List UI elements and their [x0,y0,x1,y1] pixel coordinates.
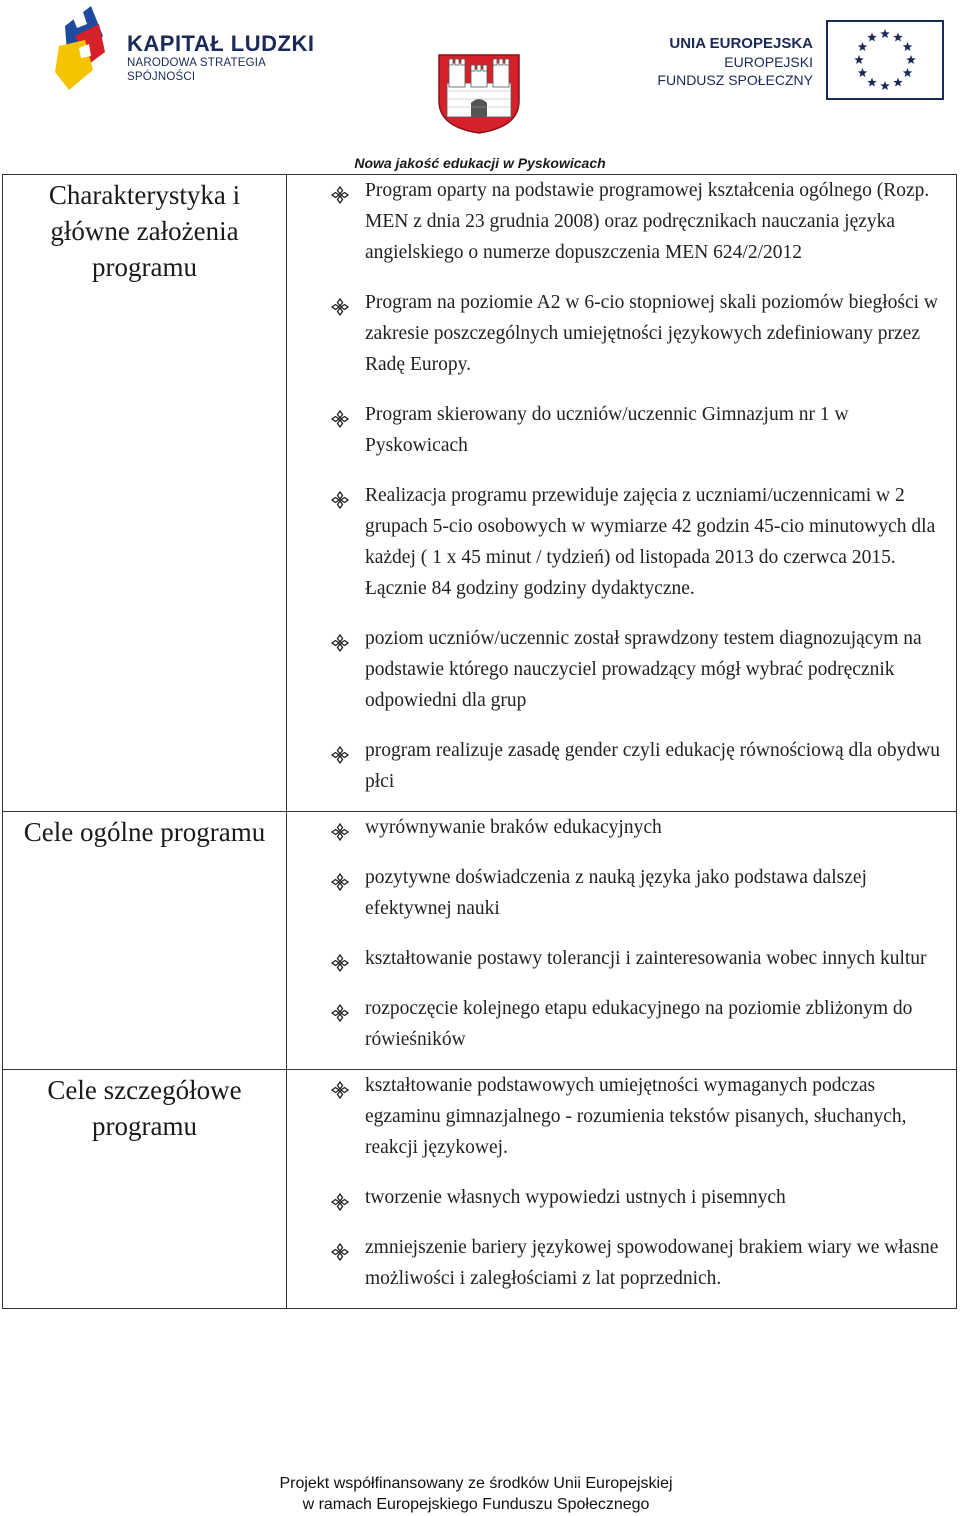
list-item [287,399,946,461]
program-table [2,174,957,1309]
diamond-bullet-icon [331,1190,349,1208]
kapital-title: KAPITAŁ LUDZKI [127,31,315,56]
footer [0,1473,952,1515]
eu-star-icon [903,68,913,77]
pyskowice-crest [437,53,521,135]
eu-star-icon [858,42,868,51]
list-item [287,862,946,924]
tagline: Nowa jakość edukacji w Pyskowicach [354,155,606,171]
footer-line2: w ramach Europejskiego Funduszu Społecznego [302,1496,650,1513]
eu-star-icon [880,29,890,38]
eu-line1: UNIA EUROPEJSKA [669,35,813,52]
list-item-text: Program oparty na podstawie programowej kształcenia ogólnego (Rozp. MEN z dnia 23 grudnia 2008) oraz podręcznikach nauczania języka angielskiego o numerze dopuszczenia MEN 624/2/2012 [365,180,930,263]
section-content-cell [287,1070,957,1309]
eu-logo [650,20,950,104]
eu-star-icon [903,42,913,51]
list-item [287,1182,946,1213]
list-item [287,287,946,380]
diamond-bullet-icon [331,631,349,649]
pyskowice-crest-icon [437,53,521,135]
list-item-text: pozytywne doświadczenia z nauką języka jako podstawa dalszej efektywnej nauki [365,867,867,919]
list-item [287,1070,946,1163]
list-item-text: zmniejszenie bariery językowej spowodowanej brakiem wiary we własne możliwości i zaległościami z lat poprzednich. [365,1237,939,1289]
eu-flag-icon [828,22,942,98]
diamond-bullet-icon [331,820,349,838]
eu-line3: FUNDUSZ SPOŁECZNY [657,72,813,88]
section-title-cell [3,175,287,812]
diamond-bullet-icon [331,183,349,201]
list-item [287,735,946,797]
list-item-text: poziom uczniów/uczennic został sprawdzony testem diagnozującym na podstawie którego nauczyciel prowadzący mógł wybrać podręcznik odpowiedni dla grup [365,628,922,711]
item-list [287,175,956,797]
list-item-text: Program skierowany do uczniów/uczennic Gimnazjum nr 1 w Pyskowicach [365,404,849,456]
footer-line1: Projekt współfinansowany ze środków Unii Europejskiej [279,1475,673,1492]
list-item [287,623,946,716]
diamond-bullet-icon [331,870,349,888]
eu-star-icon [880,81,890,90]
section-title: Cele szczegółowe programu [47,1075,242,1141]
list-item [287,812,946,843]
section-title: Cele ogólne programu [23,817,266,847]
section-content-cell [287,812,957,1070]
kapital-ludzki-logo-icon [55,6,115,92]
diamond-bullet-icon [331,1240,349,1258]
list-item [287,480,946,604]
list-item [287,1232,946,1294]
list-item-text: tworzenie własnych wypowiedzi ustnych i pisemnych [365,1187,786,1208]
eu-star-icon [858,68,868,77]
eu-flag [826,20,944,100]
list-item-text: kształtowanie podstawowych umiejętności wymaganych podczas egzaminu gimnazjalnego - rozumienia tekstów pisanych, słuchanych, reakcji językowej. [365,1075,907,1158]
eu-star-icon [854,55,864,64]
diamond-bullet-icon [331,407,349,425]
eu-star-icon [893,32,903,41]
diamond-bullet-icon [331,488,349,506]
list-item [287,993,946,1055]
diamond-bullet-icon [331,1078,349,1096]
section-row-detailed-goals [3,1070,957,1309]
section-title-cell [3,1070,287,1309]
section-row-characteristics [3,175,957,812]
list-item-text: rozpoczęcie kolejnego etapu edukacyjnego na poziomie zbliżonym do rówieśników [365,998,913,1050]
list-item [287,175,946,268]
list-item-text: wyrównywanie braków edukacyjnych [365,817,662,838]
list-item-text: Program na poziomie A2 w 6-cio stopniowej skali poziomów biegłości w zakresie poszczególnych umiejętności językowych zdefiniowany przez Radę Europy. [365,292,938,375]
section-title: Charakterystyka i główne założenia programu [48,180,241,282]
diamond-bullet-icon [331,951,349,969]
diamond-bullet-icon [331,295,349,313]
section-title-cell [3,812,287,1070]
eu-star-icon [867,78,877,87]
eu-star-icon [867,32,877,41]
diamond-bullet-icon [331,1001,349,1019]
eu-star-icon [906,55,916,64]
item-list [287,812,956,1055]
kapital-ludzki-logo [55,6,335,92]
section-content-cell [287,175,957,812]
list-item-text: kształtowanie postawy tolerancji i zainteresowania wobec innych kultur [365,948,927,969]
eu-star-icon [893,78,903,87]
kapital-subtitle: NARODOWA STRATEGIA SPÓJNOŚCI [127,57,266,83]
list-item-text: program realizuje zasadę gender czyli edukację równościową dla obydwu płci [365,740,941,792]
diamond-bullet-icon [331,743,349,761]
section-row-general-goals [3,812,957,1070]
eu-line2: EUROPEJSKI [724,54,813,70]
list-item-text: Realizacja programu przewiduje zajęcia z uczniami/uczennicami w 2 grupach 5-cio osobowych w wymiarze 42 godzin 45-cio minutowych dla każdej ( 1 x 45 minut / tydzień) od listopada 2013 do czerwca 2015. Łącznie 84 godziny godziny dydaktyczne. [365,485,936,599]
item-list [287,1070,956,1294]
list-item [287,943,946,974]
